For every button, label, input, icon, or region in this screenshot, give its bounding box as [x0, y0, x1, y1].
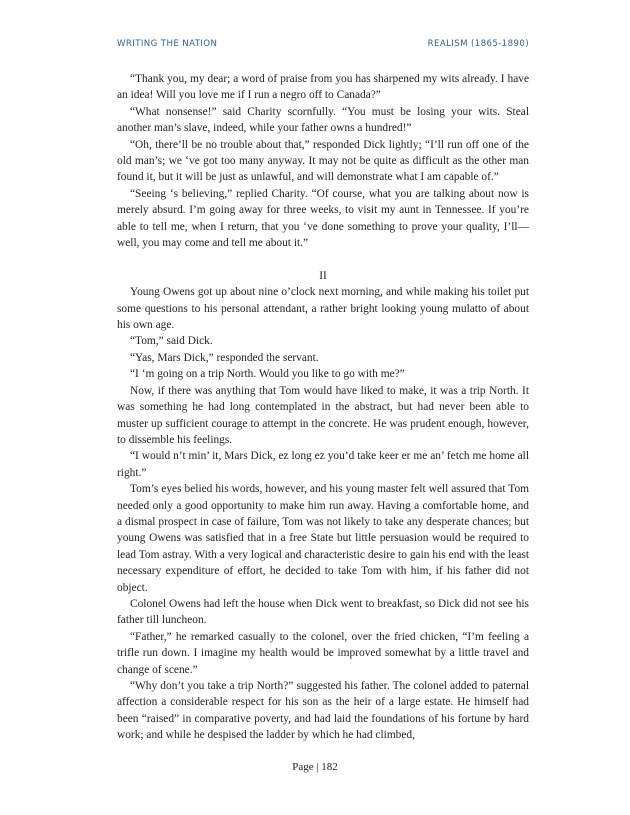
paragraph: “I ‘m going on a trip North. Would you like to go with me?”: [130, 368, 405, 381]
paragraph: “What nonsense!” said Charity scornfully. “You must be losing your wits. Steal another man’s slave, indeed, while your father owns a hundred!”: [117, 105, 529, 135]
paragraph: Young Owens got up about nine o’clock next morning, and while making his toilet put some questions to his personal attendant, a rather bright looking young mulatto of about his own age.: [117, 286, 529, 332]
running-header: [117, 39, 529, 53]
header-chapter-title: REALISM (1865-1890): [427, 39, 529, 49]
paragraph: “Thank you, my dear; a word of praise from you has sharpened my wits already. I have an idea! Will you love me if I run a negro off to Canada?”: [117, 73, 529, 102]
body-text: [117, 71, 529, 744]
paragraph: “Oh, there’ll be no trouble about that,” responded Dick lightly; “I’ll run off one of the old man’s; we ‘ve got too many anyway. It may not be quite as difficult as the other man found it, but it will be just as unlawful, and will demonstrate what I am capable of.”: [117, 138, 529, 184]
paragraph: Colonel Owens had left the house when Dick went to breakfast, so Dick did not see his father till luncheon.: [117, 597, 529, 627]
paragraph: “Yas, Mars Dick,” responded the servant.: [130, 351, 319, 364]
paragraph: Now, if there was anything that Tom would have liked to make, it was a trip North. It was something he had long contemplated in the abstract, but had never been able to muster up sufficient courage to attempt in the concrete. He was prudent enough, however, to dissemble his feelings.: [117, 384, 529, 446]
paragraph: “Seeing ‘s believing,” replied Charity. “Of course, what you are talking about now is merely absurd. I’m going away for three weeks, to visit my aunt in Tennessee. If you’re able to tell me, when I return, that you ‘ve done something to prove your quality, I’ll—well, you may come and tell me about it.”: [117, 187, 529, 250]
paragraph: “Tom,” said Dick.: [130, 335, 213, 348]
section-heading: II: [319, 269, 327, 282]
paragraph: “Why don’t you take a trip North?” suggested his father. The colonel added to paternal affection a considerable respect for his son as the heir of a large estate. He himself had been “raised” in comparative poverty, and had laid the foundations of his fortune by hard work; and while he despised the ladder by which he had climbed,: [117, 680, 529, 742]
paragraph: “I would n’t min’ it, Mars Dick, ez long ez you’d take keer er me an’ fetch me home all right.”: [117, 450, 529, 479]
paragraph: “Father,” he remarked casually to the colonel, over the fried chicken, “I’m feeling a trifle run down. I imagine my health would be improved somewhat by a little travel and change of scene.”: [117, 630, 529, 676]
paragraph: Tom’s eyes belied his words, however, and his young master felt well assured that Tom needed only a good opportunity to make him run away. Having a comfortable home, and a dismal prospect in case of failure, Tom was not likely to take any desperate chances; but young Owens was satisfied that in a free State but little persuasion would be required to lead Tom astray. With a very logical and characteristic desire to gain his end with the least necessary expenditure of effort, he decided to take Tom with him, if his father did not object.: [117, 483, 529, 594]
page-number: Page | 182: [292, 761, 338, 773]
header-book-title: WRITING THE NATION: [117, 39, 218, 49]
